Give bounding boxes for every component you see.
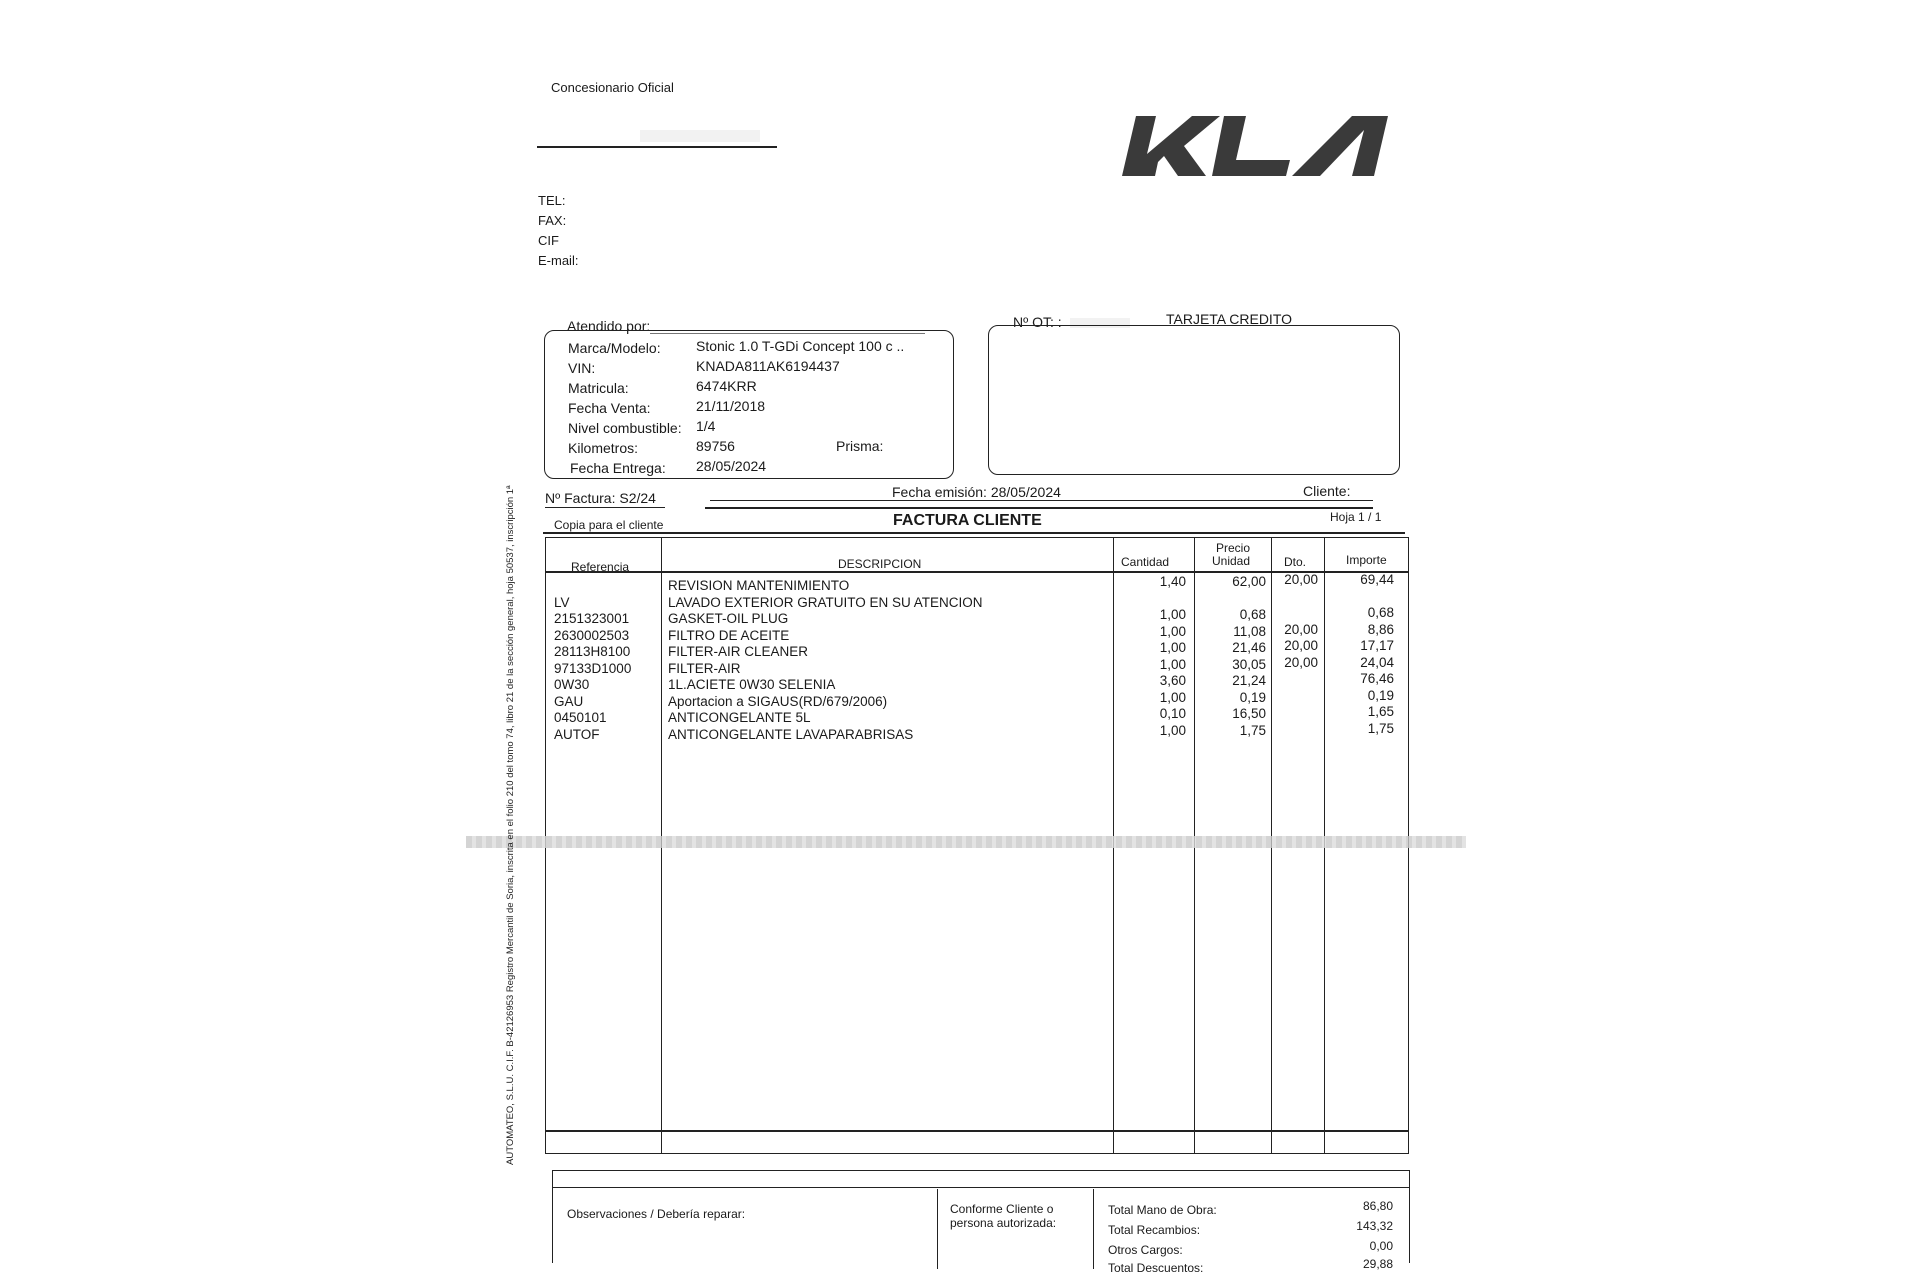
combustible-value: 1/4 — [696, 418, 716, 434]
conforme-label-2: persona autorizada: — [950, 1216, 1057, 1230]
price-column — [1196, 574, 1266, 739]
invoice-title: FACTURA CLIENTE — [893, 512, 1042, 529]
client-box — [988, 325, 1400, 475]
row-desc: REVISION MANTENIMIENTO — [668, 578, 850, 593]
row-ref: 0W30 — [554, 677, 590, 692]
row-price: 62,00 — [1232, 574, 1266, 589]
row-dto — [1274, 704, 1318, 721]
table-bottom-rule — [546, 1130, 1408, 1132]
row-amount: 69,44 — [1360, 572, 1394, 587]
row-dto: 20,00 — [1284, 572, 1318, 587]
header-unidad: Unidad — [1212, 554, 1251, 568]
total-mano-obra-value: 86,80 — [1362, 1199, 1393, 1213]
row-qty: 3,60 — [1159, 673, 1186, 688]
total-descuentos-label: Total Descuentos: — [1108, 1261, 1204, 1275]
row-qty: 1,00 — [1159, 689, 1186, 705]
tel-label: TEL: — [538, 193, 566, 208]
row-price: 1,75 — [1239, 722, 1266, 738]
row-amount: 8,86 — [1367, 621, 1394, 637]
row-qty — [1116, 591, 1186, 608]
row-ref: 97133D1000 — [554, 660, 632, 676]
marca-value: Stonic 1.0 T-GDi Concept 100 c .. — [696, 338, 905, 354]
fecha-entrega-value: 28/05/2024 — [696, 458, 767, 474]
row-qty: 1,00 — [1159, 607, 1186, 622]
row-ref: 0450101 — [554, 710, 607, 725]
row-price — [1196, 591, 1266, 608]
row-dto: 20,00 — [1284, 621, 1318, 637]
email-label: E-mail: — [538, 253, 579, 268]
row-ref: 2630002503 — [554, 627, 630, 643]
footer-divider-1 — [937, 1189, 938, 1269]
header-cantidad: Cantidad — [1121, 555, 1170, 569]
row-ref — [554, 578, 664, 595]
row-price: 0,68 — [1239, 607, 1266, 622]
title-underline — [543, 532, 1405, 534]
row-dto — [1274, 671, 1318, 688]
row-qty: 1,00 — [1159, 640, 1186, 655]
matricula-value: 6474KRR — [696, 378, 757, 394]
header-descripcion: DESCRIPCION — [838, 557, 922, 571]
atendido-label: Atendido por: — [567, 318, 651, 334]
row-desc: ANTICONGELANTE 5L — [668, 710, 811, 725]
emission-line-upper — [710, 500, 1373, 501]
header-dto: Dto. — [1284, 555, 1307, 569]
row-amount: 1,75 — [1367, 720, 1394, 736]
kia-logo — [1120, 110, 1390, 180]
row-desc: FILTER-AIR CLEANER — [668, 644, 809, 659]
emission-line — [705, 507, 1373, 509]
vin-label: VIN: — [568, 360, 596, 376]
emission-date: Fecha emisión: 28/05/2024 — [892, 484, 1061, 500]
row-dto: 20,00 — [1284, 654, 1318, 670]
row-dto — [1274, 688, 1318, 705]
amount-column — [1328, 572, 1394, 737]
otros-cargos-label: Otros Cargos: — [1108, 1243, 1183, 1257]
fecha-venta-label: Fecha Venta: — [568, 400, 651, 416]
row-ref: 2151323001 — [554, 611, 630, 626]
row-price: 30,05 — [1232, 656, 1266, 672]
row-amount: 1,65 — [1367, 704, 1394, 719]
row-price: 11,08 — [1233, 623, 1266, 639]
footer-box — [552, 1170, 1410, 1275]
row-amount: 0,68 — [1367, 605, 1394, 620]
kilometros-value: 89756 — [696, 438, 735, 454]
row-amount — [1328, 589, 1394, 606]
row-desc: 1L.ACIETE 0W30 SELENIA — [668, 677, 836, 692]
fecha-venta-value: 21/11/2018 — [696, 398, 766, 414]
header-referencia: Referencia — [571, 560, 630, 574]
cif-label: CIF — [538, 233, 559, 248]
row-desc: GASKET-OIL PLUG — [668, 611, 789, 626]
invoice-number: Nº Factura: S2/24 — [545, 490, 656, 506]
ot-label: Nº OT: : — [1013, 314, 1062, 330]
marca-label: Marca/Modelo: — [568, 340, 661, 356]
row-price: 0,19 — [1239, 689, 1266, 705]
payment-method: TARJETA CREDITO — [1166, 311, 1293, 327]
prisma-label: Prisma: — [836, 438, 884, 454]
row-price: 21,46 — [1232, 640, 1266, 655]
combustible-label: Nivel combustible: — [568, 420, 682, 436]
ref-column — [554, 578, 664, 743]
dto-column — [1274, 572, 1318, 737]
row-price: 21,24 — [1232, 673, 1266, 688]
row-amount: 0,19 — [1367, 687, 1394, 703]
header-importe: Importe — [1346, 553, 1387, 567]
otros-cargos-value: 0,00 — [1369, 1239, 1393, 1253]
conforme-label: Conforme Cliente o — [950, 1202, 1054, 1216]
row-qty: 1,00 — [1159, 623, 1186, 639]
row-desc: Aportacion a SIGAUS(RD/679/2006) — [668, 693, 888, 709]
footer-divider-2 — [1093, 1189, 1094, 1269]
row-dto: 20,00 — [1284, 638, 1318, 653]
observaciones-label: Observaciones / Debería reparar: — [567, 1207, 746, 1221]
kilometros-label: Kilometros: — [568, 440, 639, 456]
row-amount: 17,17 — [1360, 638, 1394, 653]
footer-top-rule — [553, 1187, 1409, 1188]
registry-side-text: AUTOMATEO, S.L.U. C.I.F. B-42126953 Registro Mercantil de Soria, inscrita en el folio 210 del tomo 74, libro 21 de la sección general, hoja 50537, inscripción 1ª — [505, 485, 516, 1165]
row-qty: 1,40 — [1159, 574, 1186, 589]
total-recambios-value: 143,32 — [1356, 1219, 1393, 1233]
row-ref: 28113H8100 — [554, 644, 631, 659]
row-desc: FILTRO DE ACEITE — [668, 627, 790, 643]
fax-label: FAX: — [538, 213, 567, 228]
row-ref: AUTOF — [554, 726, 600, 742]
row-dto — [1274, 589, 1318, 606]
row-ref: GAU — [554, 693, 584, 709]
row-amount: 76,46 — [1360, 671, 1394, 686]
fecha-entrega-label: Fecha Entrega: — [570, 460, 666, 476]
row-desc: ANTICONGELANTE LAVAPARABRISAS — [668, 726, 914, 742]
row-ref: LV — [554, 594, 570, 610]
redacted-dealer-name — [640, 130, 760, 142]
row-desc: FILTER-AIR — [668, 660, 741, 676]
row-dto — [1274, 605, 1318, 622]
row-price: 16,50 — [1232, 706, 1266, 721]
qty-column — [1116, 574, 1186, 739]
invoice-number-underline — [545, 507, 665, 508]
matricula-label: Matricula: — [568, 380, 629, 396]
total-mano-obra-label: Total Mano de Obra: — [1108, 1203, 1217, 1217]
desc-column — [668, 578, 1108, 743]
scan-artifact-band — [466, 836, 1466, 848]
row-desc: LAVADO EXTERIOR GRATUITO EN SU ATENCION — [668, 594, 983, 610]
vin-value: KNADA811AK6194437 — [696, 358, 840, 374]
client-label: Cliente: — [1303, 483, 1351, 499]
total-descuentos-value: 29,88 — [1362, 1257, 1393, 1271]
row-qty: 1,00 — [1159, 656, 1186, 672]
total-recambios-label: Total Recambios: — [1108, 1223, 1201, 1237]
header-precio: Precio — [1216, 541, 1251, 555]
row-qty: 1,00 — [1159, 722, 1186, 738]
row-amount: 24,04 — [1360, 654, 1394, 670]
dealer-name-underline — [537, 146, 777, 148]
row-qty: 0,10 — [1159, 706, 1186, 721]
row-dto — [1274, 721, 1318, 738]
dealer-label: Concesionario Oficial — [551, 80, 674, 95]
page-indicator: Hoja 1 / 1 — [1330, 510, 1382, 524]
copy-label: Copia para el cliente — [554, 518, 664, 532]
